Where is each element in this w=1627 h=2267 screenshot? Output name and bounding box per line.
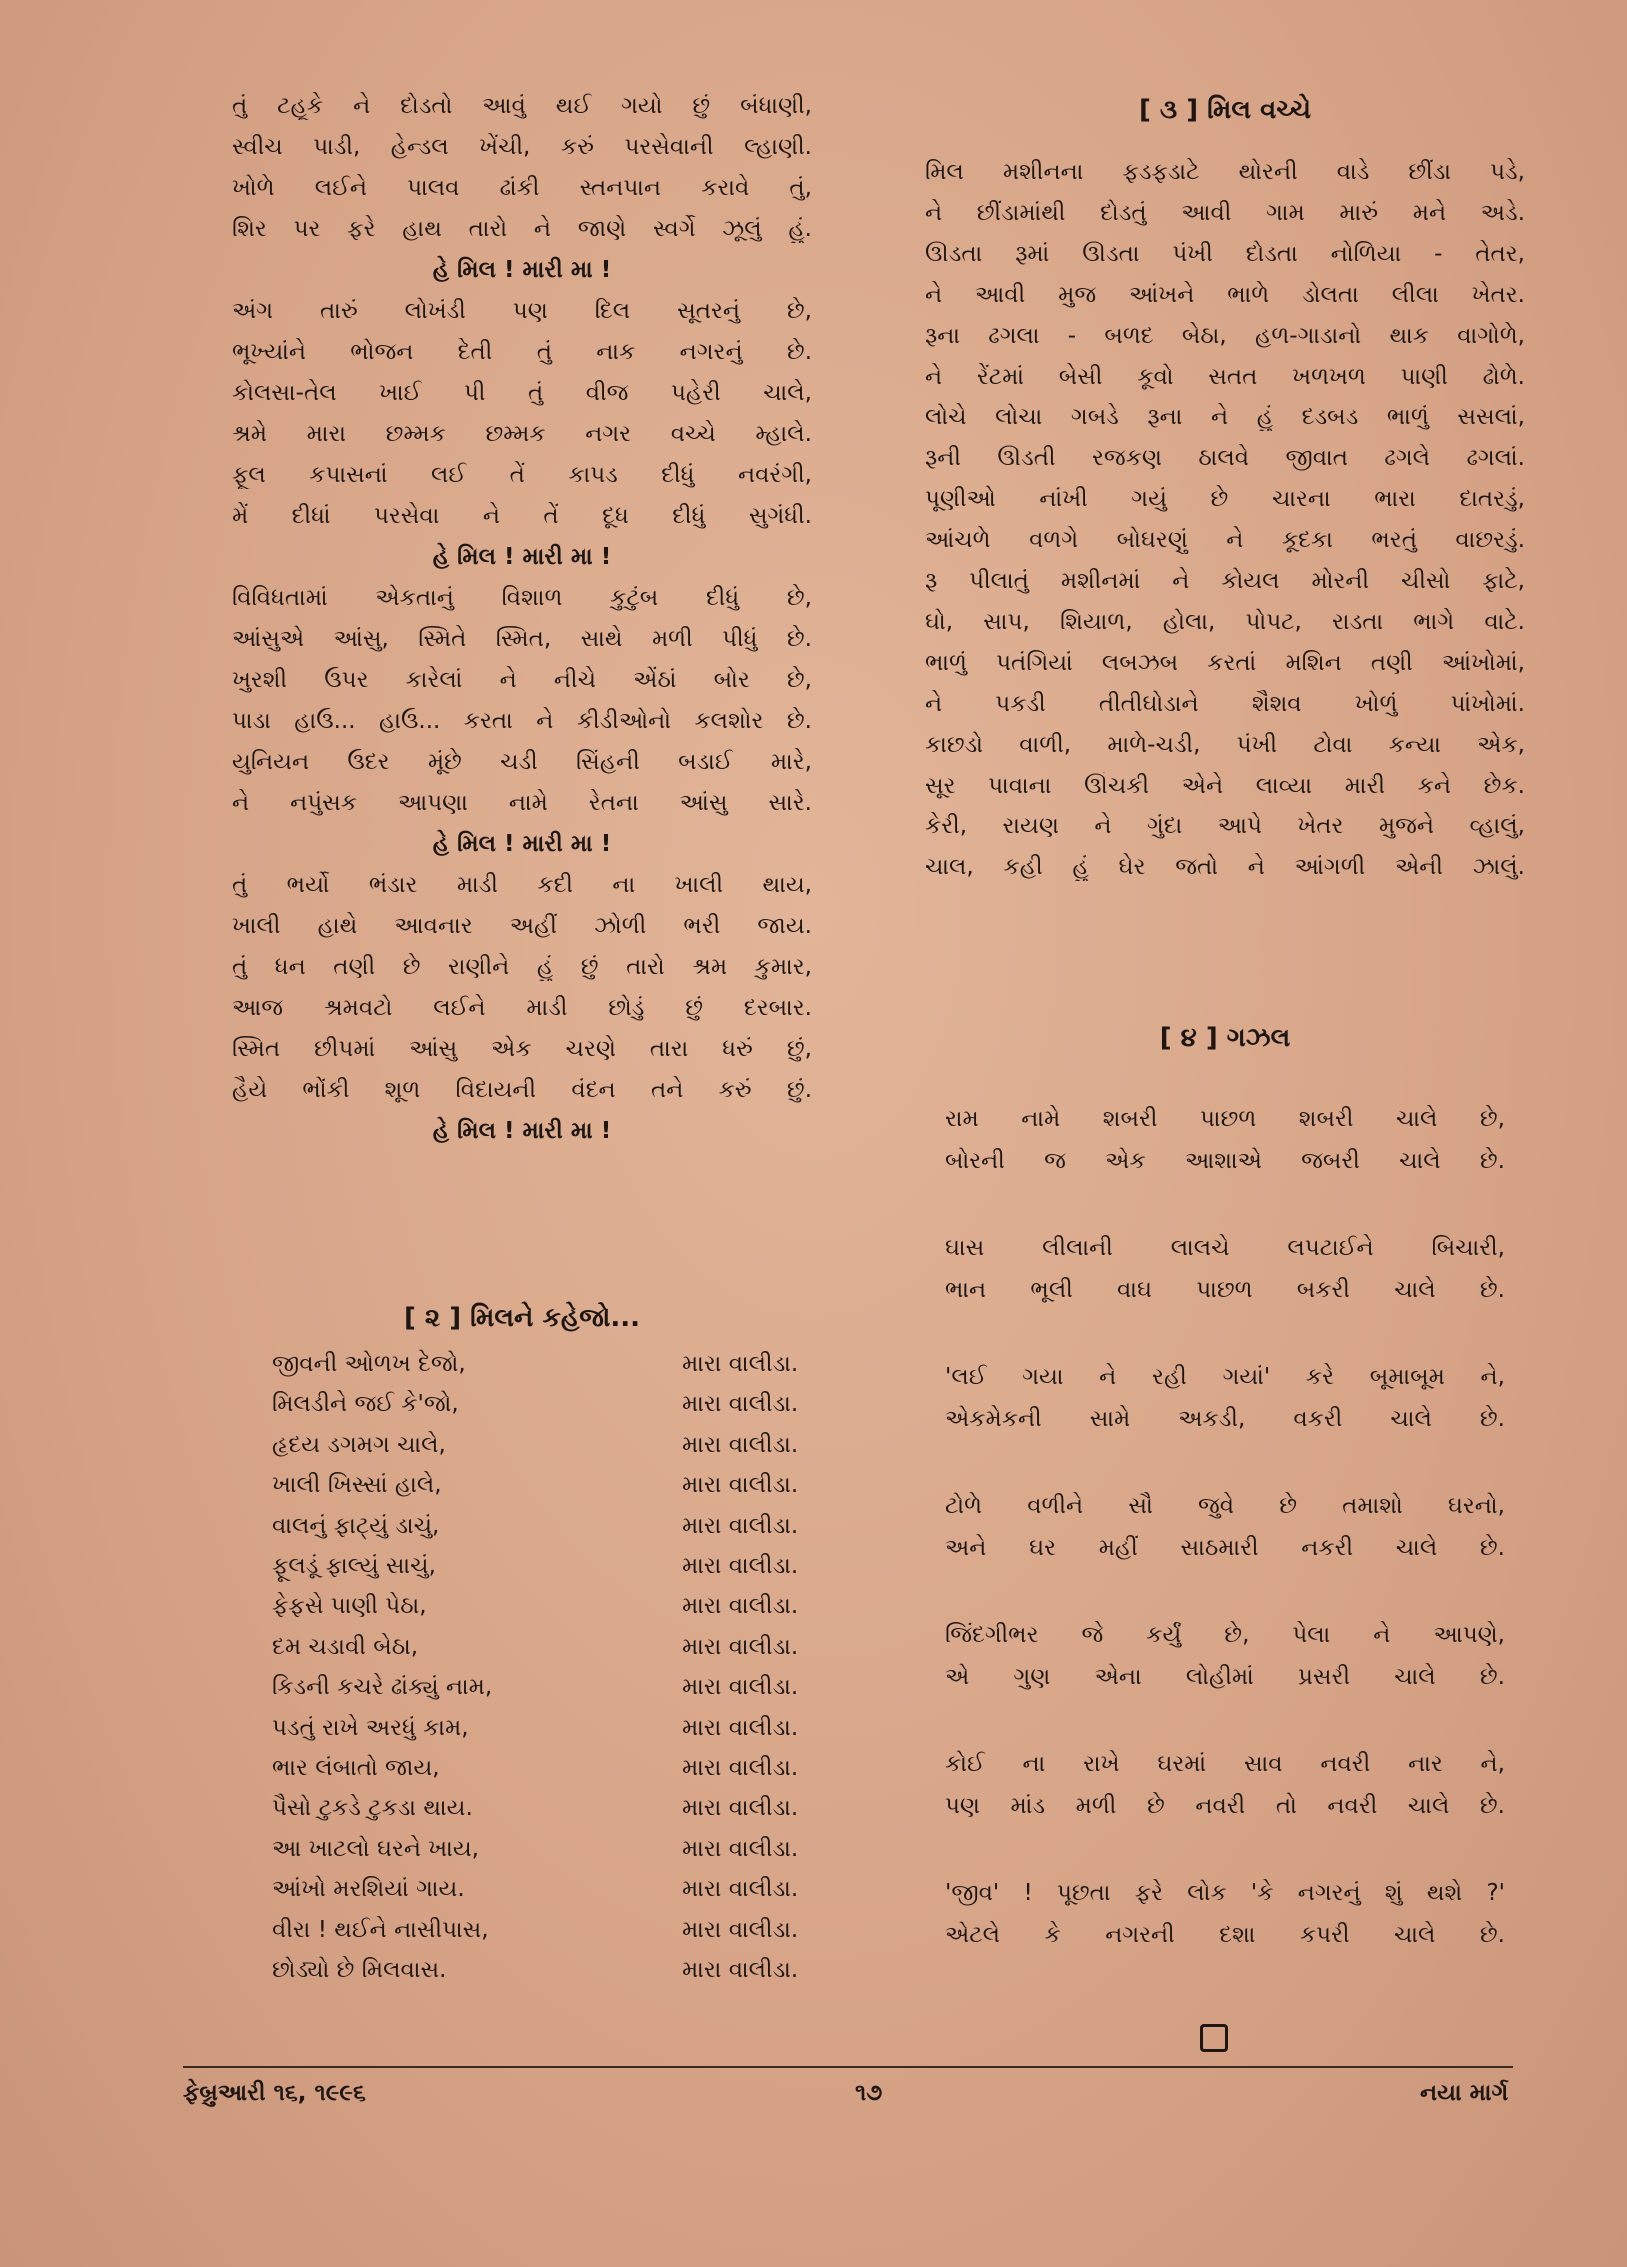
poem-line: ને પકડી તીતીઘોડાને શૈશવ ખોળું પાંખોમાં.: [925, 690, 1525, 717]
footer-date: ફેબ્રુઆરી ૧૬, ૧૯૯૬: [183, 2080, 366, 2106]
ghazal-line: એટલે કે નગરની દશા કપરી ચાલે છે.: [945, 1922, 1505, 1948]
ghazal-line: ભાન ભૂલી વાઘ પાછળ બકરી ચાલે છે.: [945, 1277, 1505, 1303]
end-mark-icon: [1200, 2024, 1228, 2052]
poem-line: કાછડો વાળી, માળે-ચડી, પંખી ટોવા કન્યા એક,: [925, 731, 1525, 758]
song-refrain: મારા વાલીડા.: [682, 1553, 799, 1579]
ghazal-line: એકમેકની સામે અકડી, વકરી ચાલે છે.: [945, 1406, 1505, 1432]
ghazal-line: એ ગુણ એના લોહીમાં પ્રસરી ચાલે છે.: [945, 1664, 1505, 1690]
song-line-text: હૃદય ડગમગ ચાલે,: [272, 1431, 446, 1458]
song-refrain: મારા વાલીડા.: [682, 1714, 799, 1741]
poem-line: સ્મિત છીપમાં આંસુ એક ચરણે તારા ધરું છું,: [232, 1036, 812, 1062]
poem-line: અંગ તારું લોખંડી પણ દિલ સૂતરનું છે,: [232, 298, 812, 324]
poem-line: વિવિધતામાં એકતાનું વિશાળ કુટુંબ દીધું છે,: [232, 585, 812, 611]
poem-line: ઘો, સાપ, શિયાળ, હોલા, પોપટ, રાડતા ભાગે વાટે.: [925, 608, 1525, 635]
poem-line: યુનિયન ઉંદર મૂંછે ચડી સિંહની બડાઈ મારે,: [232, 749, 812, 775]
poem-line: સ્વીચ પાડી, હેન્ડલ ખેંચી, કરું પરસેવાની લ્હાણી.: [232, 134, 812, 160]
song-refrain: મારા વાલીડા.: [682, 1957, 799, 1983]
song-line-text: છોડ્યો છે મિલવાસ.: [272, 1957, 447, 1983]
song-line-text: આંખો મરશિયાં ગાય.: [272, 1876, 465, 1903]
poem-line: કેરી, રાયણ ને ગુંદા આપે ખેતર મુજને વ્હાલું,: [925, 813, 1525, 840]
ghazal-line: ઘાસ લીલાની લાલચે લપટાઈને બિચારી,: [945, 1235, 1505, 1261]
poem-line: ચાલ, કહી હું ઘેર જતો ને આંગળી એની ઝાલું.: [925, 854, 1525, 881]
song-line-text: દમ ચડાવી બેઠા,: [272, 1633, 419, 1660]
poem-line: કોલસા-તેલ ખાઈ પી તું વીજ પહેરી ચાલે,: [232, 380, 812, 406]
poem-line: ને છીંડામાંથી દોડતું આવી ગામ મારું મને અડે.: [925, 199, 1525, 226]
song-refrain: મારા વાલીડા.: [682, 1916, 799, 1943]
poem-line: આજ શ્રમવટો લઈને માડી છોડું છું દરબાર.: [232, 995, 812, 1021]
song-line-text: પૈસો ટુકડે ટુકડા થાય.: [272, 1795, 473, 1822]
song-line-text: પડતું રાખે અરધું કામ,: [272, 1714, 469, 1741]
ghazal-line: 'જીવ' ! પૂછતા ફરે લોક 'કે નગરનું શું થશે ?': [945, 1880, 1505, 1906]
song-refrain: મારા વાલીડા.: [682, 1835, 799, 1862]
poem-heading: [ ૨ ] મિલને કહેજો...: [403, 1303, 641, 1333]
song-refrain: મારા વાલીડા.: [682, 1593, 799, 1620]
ghazal-line: કોઈ ના રાખે ઘરમાં સાવ નવરી નાર ને,: [945, 1751, 1505, 1777]
ghazal-line: અને ઘર મહીં સાઠમારી નકરી ચાલે છે.: [945, 1535, 1505, 1561]
ghazal-line: રામ નામે શબરી પાછળ શબરી ચાલે છે,: [945, 1106, 1505, 1132]
song-refrain: મારા વાલીડા.: [682, 1755, 799, 1781]
ghazal-line: પણ માંડ મળી છે નવરી તો નવરી ચાલે છે.: [945, 1793, 1505, 1819]
poem-line: ભૂખ્યાંને ભોજન દેતી તું નાક નગરનું છે.: [232, 339, 812, 365]
song-line-text: વીરા ! થઈને નાસીપાસ,: [272, 1916, 489, 1943]
song-line-text: મિલડીને જઈ કે'જો,: [272, 1391, 459, 1418]
ghazal-line: 'લઈ ગયા ને રહી ગયાં' કરે બૂમાબૂમ ને,: [945, 1364, 1505, 1390]
magazine-name: નયા માર્ગ: [1420, 2080, 1509, 2106]
poem-line: લોચે લોચા ગબડે રૂના ને હું દડબડ ભાળું સસલાં,: [925, 404, 1525, 431]
poem-line: રૂની ઊડતી રજકણ ઠાલવે જીવાત ઢગલે ઢગલાં.: [925, 445, 1525, 472]
poem-line: ફૂલ કપાસનાં લઈ તેં કાપડ દીધું નવરંગી,: [232, 462, 812, 488]
poem-line: મેં દીધાં પરસેવા ને તેં દૂધ દીધું સુગંધી.: [232, 503, 812, 529]
poem-line: સૂર પાવાના ઊંચકી એને લાવ્યા મારી કને છેક.: [925, 772, 1525, 799]
song-refrain: મારા વાલીડા.: [682, 1472, 799, 1499]
poem-refrain: હે મિલ ! મારી મા !: [432, 831, 612, 857]
song-line-text: ખાલી ખિસ્સાં હાલે,: [272, 1472, 442, 1499]
poem-line: પૂણીઓ નાંખી ગયું છે ચારના ભારા દાતરડું,: [925, 486, 1525, 513]
song-line-text: વાલનું ફાટ્યું ડાચું,: [272, 1512, 440, 1539]
song-line-text: કિડની કચરે ઢાંક્યું નામ,: [272, 1674, 493, 1701]
song-line-text: ભાર લંબાતો જાય,: [272, 1755, 440, 1781]
page-number: ૧૭: [855, 2080, 883, 2106]
song-line-text: આ ખાટલો ઘરને ખાય,: [272, 1835, 479, 1862]
ghazal-line: ટોળે વળીને સૌ જુવે છે તમાશો ઘરનો,: [945, 1493, 1505, 1519]
poem-line: ખાલી હાથે આવનાર અહીં ઝોળી ભરી જાય.: [232, 913, 812, 939]
song-refrain: મારા વાલીડા.: [682, 1512, 799, 1539]
song-line-text: ફેફસે પાણી પેઠા,: [272, 1593, 427, 1620]
song-refrain: મારા વાલીડા.: [682, 1633, 799, 1660]
song-line-text: ફૂલડૂં ફાલ્યું સાચું,: [272, 1553, 436, 1579]
ghazal-line: જિંદગીભર જે કર્યું છે, પેલા ને આપણે,: [945, 1622, 1505, 1648]
poem-refrain: હે મિલ ! મારી મા !: [432, 257, 612, 283]
poem-refrain: હે મિલ ! મારી મા !: [432, 1118, 612, 1144]
poem-line: ખુરશી ઉપર કારેલાં ને નીચે એંઠાં બોર છે,: [232, 667, 812, 693]
poem-line: હૈયે ભોંકી શૂળ વિદાયની વંદન તને કરું છું.: [232, 1077, 812, 1103]
song-refrain: મારા વાલીડા.: [682, 1795, 799, 1822]
ghazal-line: બોરની જ એક આશાએ જબરી ચાલે છે.: [945, 1148, 1505, 1174]
poem-heading: [ ૪ ] ગઝલ: [1159, 1023, 1291, 1053]
poem-line: ને નપુંસક આપણા નામે રેતના આંસુ સારે.: [232, 790, 812, 816]
poem-line: ને આવી મુજ આંખને ભાળે ડોલતા લીલા ખેતર.: [925, 281, 1525, 308]
poem-refrain: હે મિલ ! મારી મા !: [432, 544, 612, 570]
poem-line: તું ધન તણી છે રાણીને હું છું તારો શ્રમ કુમાર,: [232, 954, 812, 980]
poem-line: આંચળે વળગે બોઘરણું ને કૂદકા ભરતું વાછરડું.: [925, 527, 1525, 554]
poem-line: ને રેંટમાં બેસી કૂવો સતત ખળખળ પાણી ઢોળે.: [925, 363, 1525, 390]
poem-line: ખોળે લઈને પાલવ ઢાંકી સ્તનપાન કરાવે તું,: [232, 175, 812, 201]
poem-line: તું ટહૂકે ને દોડતો આવું થઈ ગયો છું બંધાણી,: [232, 93, 812, 119]
poem-line: પાડા હાઉ... હાઉ... કરતા ને કીડીઓનો કલશોર છે.: [232, 708, 812, 734]
song-refrain: મારા વાલીડા.: [682, 1876, 799, 1903]
poem-line: તું ભર્યો ભંડાર માડી કદી ના ખાલી થાય,: [232, 872, 812, 898]
song-refrain: મારા વાલીડા.: [682, 1431, 799, 1458]
song-refrain: મારા વાલીડા.: [682, 1391, 799, 1418]
footer-divider: [183, 2066, 1513, 2068]
poem-line: ઊડતા રૂમાં ઊડતા પંખી દોડતા નોળિયા - તેતર,: [925, 240, 1525, 267]
poem-line: રૂના ઢગલા - બળદ બેઠા, હળ-ગાડાનો થાક વાગોળે,: [925, 322, 1525, 349]
poem-line: રૂ પીલાતું મશીનમાં ને કોયલ મોરની ચીસો ફાટે,: [925, 568, 1525, 594]
poem-line: મિલ મશીનના ફડફડાટે થોરની વાડે છીંડા પડે,: [925, 159, 1525, 185]
poem-line: શિર પર ફરે હાથ તારો ને જાણે સ્વર્ગે ઝૂલું હું.: [232, 216, 812, 242]
poem-line: શ્રમે મારા છમ્મક છમ્મક નગર વચ્ચે મ્હાલે.: [232, 421, 812, 447]
song-refrain: મારા વાલીડા.: [682, 1351, 799, 1377]
song-line-text: જીવની ઓળખ દેજો,: [272, 1351, 466, 1377]
poem-heading: [ ૩ ] મિલ વચ્ચે: [1138, 95, 1312, 125]
song-refrain: મારા વાલીડા.: [682, 1674, 799, 1701]
poem-line: આંસુએ આંસુ, સ્મિતે સ્મિત, સાથે મળી પીધું છે.: [232, 626, 812, 652]
poem-line: ભાળું પતંગિયાં લબઝબ કરતાં મશિન તણી આંખોમાં,: [925, 649, 1525, 676]
